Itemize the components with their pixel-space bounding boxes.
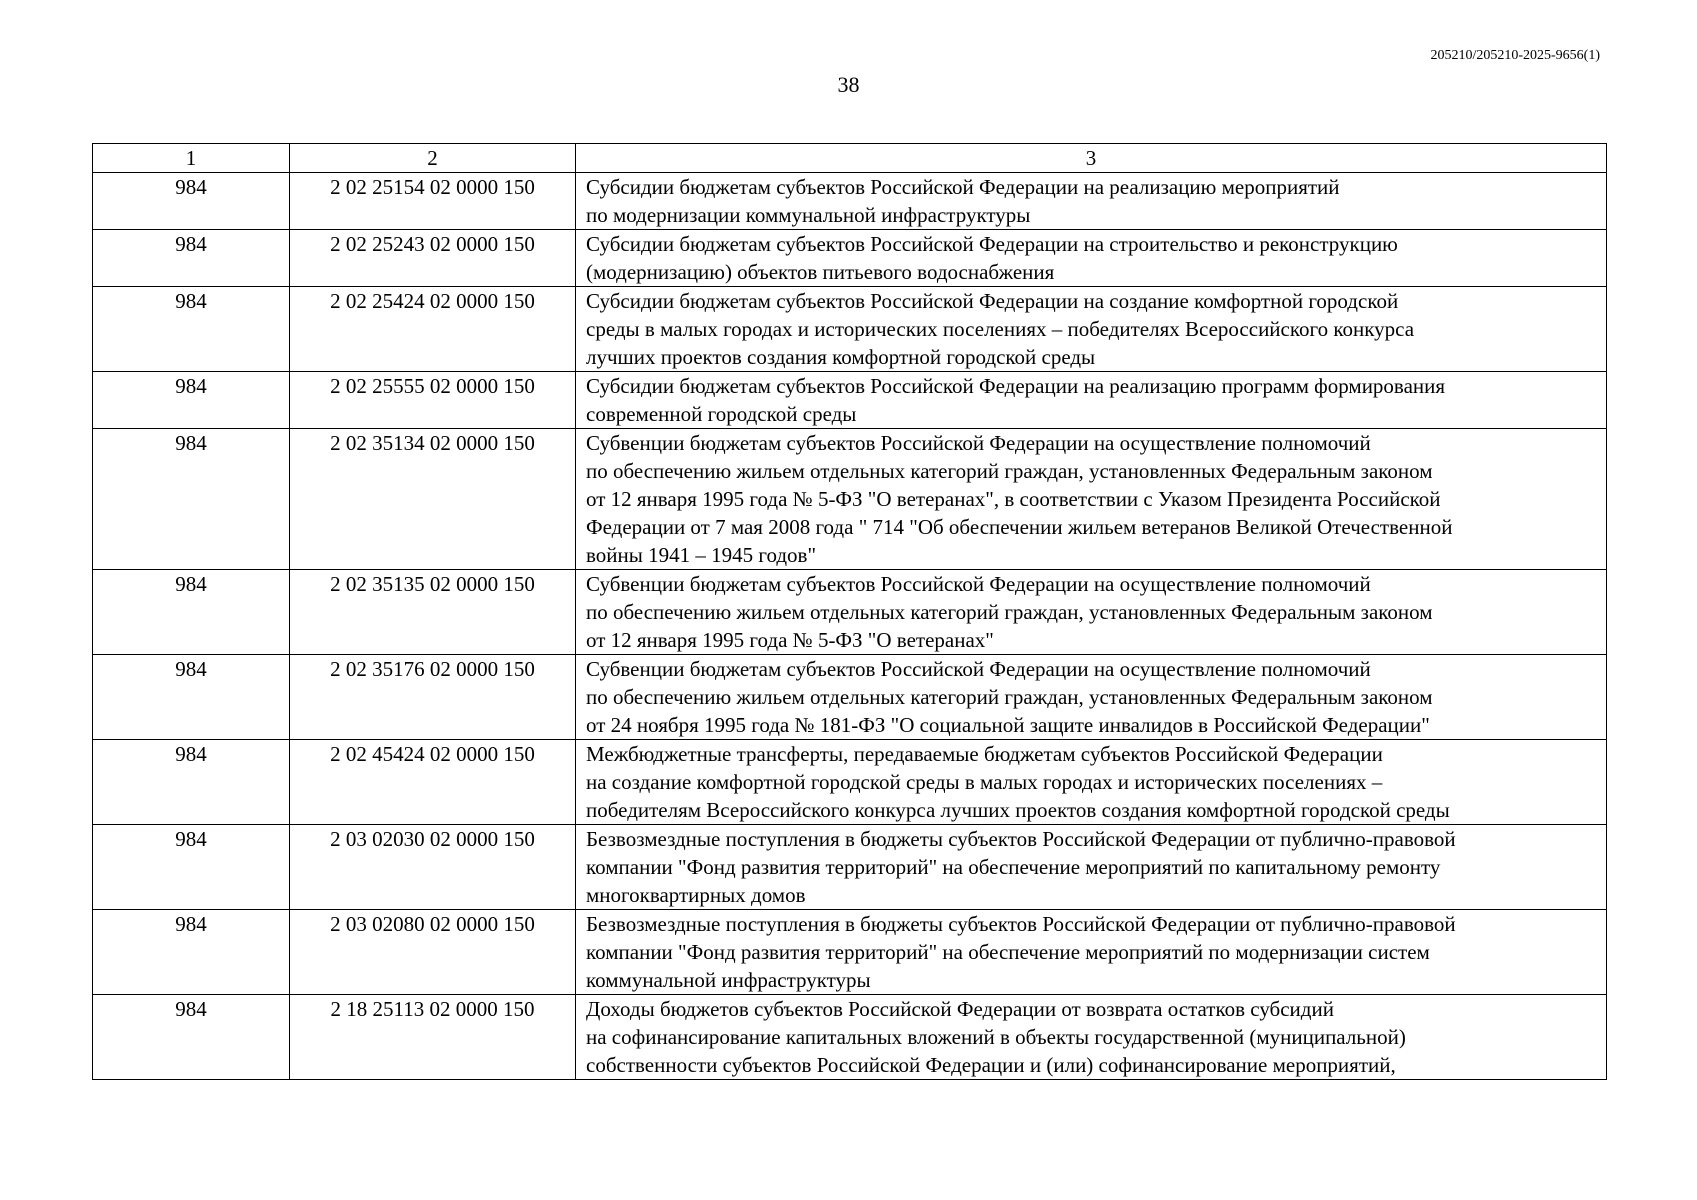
description-line: по обеспечению жильем отдельных категорий граждан, установленных Федеральным законом <box>586 600 1433 624</box>
description-line: Субвенции бюджетам субъектов Российской Федерации на осуществление полномочий <box>586 572 1371 596</box>
table-row <box>93 173 1607 230</box>
table-row <box>93 230 1607 287</box>
description-cell <box>576 372 1607 429</box>
budget-code-cell: 2 03 02030 02 0000 150 <box>290 825 576 910</box>
description-cell <box>576 655 1607 740</box>
description-line: Субвенции бюджетам субъектов Российской Федерации на осуществление полномочий <box>586 431 1371 455</box>
column-header-3: 3 <box>576 144 1607 173</box>
column-header-2: 2 <box>290 144 576 173</box>
admin-code-cell: 984 <box>93 570 290 655</box>
description-line: Межбюджетные трансферты, передаваемые бюджетам субъектов Российской Федерации <box>586 742 1383 766</box>
description-cell <box>576 429 1607 570</box>
column-header-1: 1 <box>93 144 290 173</box>
description-line: по модернизации коммунальной инфраструктуры <box>586 203 1031 227</box>
table-body <box>93 144 1607 1080</box>
description-cell <box>576 230 1607 287</box>
description-line: многоквартирных домов <box>586 883 806 907</box>
admin-code-cell: 984 <box>93 910 290 995</box>
budget-code-cell: 2 02 25424 02 0000 150 <box>290 287 576 372</box>
admin-code-cell: 984 <box>93 655 290 740</box>
budget-code-cell: 2 02 25154 02 0000 150 <box>290 173 576 230</box>
admin-code-cell: 984 <box>93 740 290 825</box>
description-cell <box>576 740 1607 825</box>
budget-code-cell: 2 02 25243 02 0000 150 <box>290 230 576 287</box>
budget-code-cell: 2 02 35134 02 0000 150 <box>290 429 576 570</box>
admin-code-cell: 984 <box>93 173 290 230</box>
description-line: по обеспечению жильем отдельных категорий граждан, установленных Федеральным законом <box>586 685 1433 709</box>
admin-code-cell: 984 <box>93 230 290 287</box>
description-line: победителям Всероссийского конкурса лучших проектов создания комфортной городской среды <box>586 798 1450 822</box>
description-line: компании "Фонд развития территорий" на обеспечение мероприятий по капитальному ремонту <box>586 855 1441 879</box>
budget-code-cell: 2 03 02080 02 0000 150 <box>290 910 576 995</box>
budget-code-cell: 2 02 25555 02 0000 150 <box>290 372 576 429</box>
description-line: Доходы бюджетов субъектов Российской Федерации от возврата остатков субсидий <box>586 997 1334 1021</box>
budget-code-cell: 2 02 35135 02 0000 150 <box>290 570 576 655</box>
description-line: войны 1941 – 1945 годов" <box>586 543 817 567</box>
description-line: по обеспечению жильем отдельных категорий граждан, установленных Федеральным законом <box>586 459 1433 483</box>
description-cell <box>576 995 1607 1080</box>
description-line: собственности субъектов Российской Федерации и (или) софинансирование мероприятий, <box>586 1053 1396 1077</box>
description-line: Субсидии бюджетам субъектов Российской Федерации на реализацию мероприятий <box>586 175 1340 199</box>
description-line: Субвенции бюджетам субъектов Российской Федерации на осуществление полномочий <box>586 657 1371 681</box>
description-line: лучших проектов создания комфортной городской среды <box>586 345 1096 369</box>
admin-code-cell: 984 <box>93 429 290 570</box>
description-line: от 12 января 1995 года № 5-ФЗ "О ветеранах" <box>586 628 994 652</box>
table-row <box>93 740 1607 825</box>
description-line: среды в малых городах и исторических поселениях – победителях Всероссийского конкурса <box>586 317 1415 341</box>
description-cell <box>576 910 1607 995</box>
description-line: от 24 ноября 1995 года № 181-ФЗ "О социальной защите инвалидов в Российской Федерации" <box>586 713 1430 737</box>
description-line: Федерации от 7 мая 2008 года " 714 "Об обеспечении жильем ветеранов Великой Отечественной <box>586 515 1453 539</box>
admin-code-cell: 984 <box>93 372 290 429</box>
table-row <box>93 825 1607 910</box>
description-line: компании "Фонд развития территорий" на обеспечение мероприятий по модернизации систем <box>586 940 1430 964</box>
description-line: от 12 января 1995 года № 5-ФЗ "О ветеранах", в соответствии с Указом Президента Российской <box>586 487 1441 511</box>
description-line: (модернизацию) объектов питьевого водоснабжения <box>586 260 1055 284</box>
budget-codes-table <box>92 143 1607 1080</box>
table-header-row <box>93 144 1607 173</box>
description-line: коммунальной инфраструктуры <box>586 968 871 992</box>
description-line: Безвозмездные поступления в бюджеты субъектов Российской Федерации от публично-правовой <box>586 912 1456 936</box>
description-line: Субсидии бюджетам субъектов Российской Федерации на создание комфортной городской <box>586 289 1399 313</box>
table-row <box>93 910 1607 995</box>
admin-code-cell: 984 <box>93 825 290 910</box>
admin-code-cell: 984 <box>93 287 290 372</box>
description-cell <box>576 173 1607 230</box>
table-row <box>93 372 1607 429</box>
description-line: на создание комфортной городской среды в малых городах и исторических поселениях – <box>586 770 1383 794</box>
description-line: на софинансирование капитальных вложений в объекты государственной (муниципальной) <box>586 1025 1406 1049</box>
admin-code-cell: 984 <box>93 995 290 1080</box>
budget-code-cell: 2 02 35176 02 0000 150 <box>290 655 576 740</box>
description-cell <box>576 570 1607 655</box>
description-line: Субсидии бюджетам субъектов Российской Федерации на реализацию программ формирования <box>586 374 1446 398</box>
table-row <box>93 655 1607 740</box>
table-row <box>93 287 1607 372</box>
description-line: современной городской среды <box>586 402 857 426</box>
description-cell <box>576 825 1607 910</box>
table-row <box>93 429 1607 570</box>
description-line: Субсидии бюджетам субъектов Российской Федерации на строительство и реконструкцию <box>586 232 1398 256</box>
budget-code-cell: 2 18 25113 02 0000 150 <box>290 995 576 1080</box>
table-row <box>93 995 1607 1080</box>
document-id: 205210/205210-2025-9656(1) <box>1430 48 1600 63</box>
description-cell <box>576 287 1607 372</box>
description-line: Безвозмездные поступления в бюджеты субъектов Российской Федерации от публично-правовой <box>586 827 1456 851</box>
page-number: 38 <box>837 72 860 97</box>
budget-code-cell: 2 02 45424 02 0000 150 <box>290 740 576 825</box>
table-row <box>93 570 1607 655</box>
